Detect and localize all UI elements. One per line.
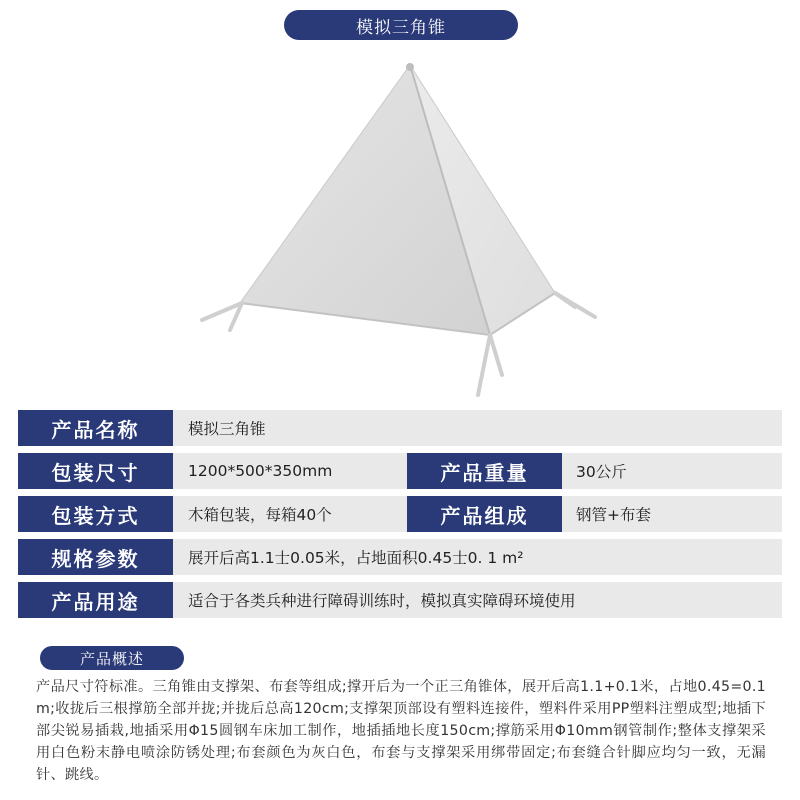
overview-heading: 产品概述 [40,646,184,670]
product-image [190,55,610,400]
spec-label: 包装方式 [18,496,173,532]
spec-value: 展开后高1.1士0.05米，占地面积0.45士0. 1 m² [188,549,524,567]
spec-row-name [18,410,782,446]
page-title: 模拟三角锥 [284,10,518,40]
spec-label: 规格参数 [18,539,173,575]
spec-label: 产品组成 [407,496,562,532]
overview-text: 产品尺寸符标准。三角锥由支撑架、布套等组成;撑开后为一个正三角锥体，展开后高1.1+0.1米，占地0.45=0.1 m;收拢后三根撑筋全部并拢;并拢后总高120cm;支撑架顶部设有塑料连接件，塑料件采用PP塑料注塑成型;地插下部尖锐易插栽,地插采用Φ15圆钢车床加工制作，地插插地长度150cm;撑筋采用Φ10mm钢管制作;整体支撑架采用白色粉末静电喷涂防锈处理;布套颜色为灰白色，布套与支撑架采用绑带固定;布套缝合针脚应均匀一致，无漏针、跳线。 [36,679,766,783]
spec-value: 30公斤 [576,463,627,481]
spec-label: 产品重量 [407,453,562,489]
spec-row-usage [18,582,782,618]
spec-row-parameters [18,539,782,575]
spec-value: 模拟三角锥 [188,420,266,438]
spec-row-packaging [18,496,782,532]
spec-value: 1200*500*350mm [188,462,333,480]
spec-label: 产品名称 [18,410,173,446]
spec-label: 产品用途 [18,582,173,618]
spec-row-package-size [18,453,782,489]
spec-value: 木箱包装，每箱40个 [188,506,332,524]
spec-label: 包装尺寸 [18,453,173,489]
spec-table [18,410,782,625]
spec-value: 钢管+布套 [576,506,651,524]
spec-value: 适合于各类兵种进行障碍训练时，模拟真实障碍环境使用 [188,592,576,610]
